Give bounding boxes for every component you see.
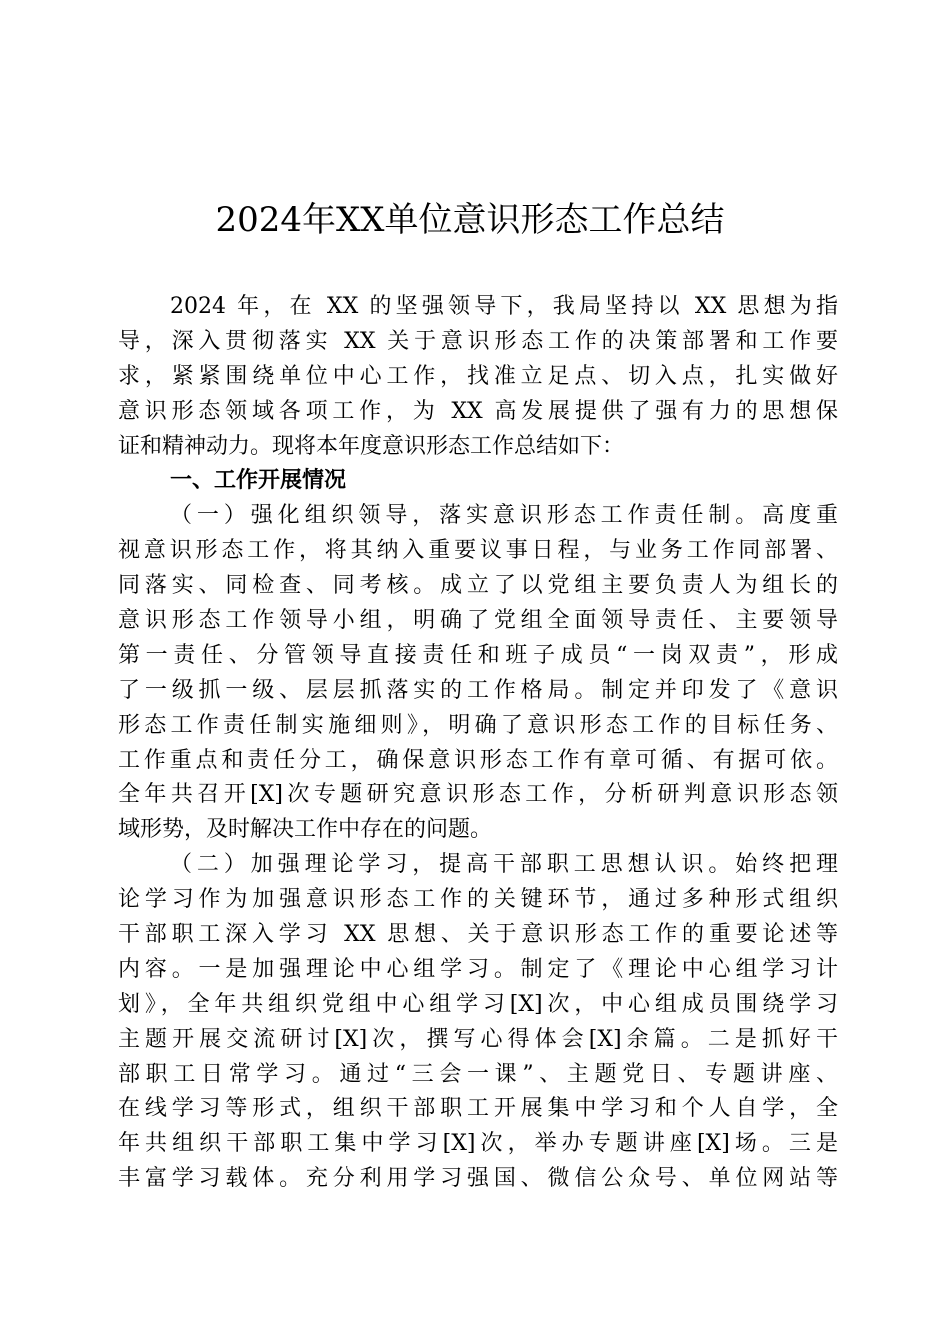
paragraph-line: 部职工日常学习。通过“三会一课”、主题党日、专题讲座、 (118, 1061, 838, 1087)
paragraph-line: 意识形态工作领导小组，明确了党组全面领导责任、主要领导 (118, 608, 838, 634)
paragraph-line: 域形势，及时解决工作中存在的问题。 (118, 817, 493, 843)
paragraph-line: 形态工作责任制实施细则》，明确了意识形态工作的目标任务、 (118, 712, 838, 738)
paragraph-line: 主题开展交流研讨[X]次，撰写心得体会[X]余篇。二是抓好干 (118, 1026, 838, 1052)
paragraph-line: 划》，全年共组织党组中心组学习[X]次，中心组成员围绕学习 (118, 991, 838, 1017)
section-heading: 一、工作开展情况 (170, 468, 347, 494)
intro-line: 证和精神动力。现将本年度意识形态工作总结如下： (118, 433, 625, 459)
paragraph-line: 内容。一是加强理论中心组学习。制定了《理论中心组学习计 (118, 956, 838, 982)
paragraph-line: 第一责任、分管领导直接责任和班子成员“一岗双责”，形成 (118, 642, 838, 668)
paragraph-line: （一）强化组织领导，落实意识形态工作责任制。高度重 (170, 503, 838, 529)
intro-line: 求，紧紧围绕单位中心工作，找准立足点、切入点，扎实做好 (118, 363, 838, 389)
paragraph-line: 在线学习等形式，组织干部职工开展集中学习和个人自学，全 (118, 1096, 838, 1122)
paragraph-line: 干部职工深入学习 XX 思想、关于意识形态工作的重要论述等 (118, 922, 838, 948)
intro-line: 导，深入贯彻落实 XX 关于意识形态工作的决策部署和工作要 (118, 328, 838, 354)
document-body (118, 290, 838, 1197)
paragraph-line: 论学习作为加强意识形态工作的关键环节，通过多种形式组织 (118, 887, 838, 913)
intro-line: 意识形态领域各项工作，为 XX 高发展提供了强有力的思想保 (118, 398, 838, 424)
intro-line: 2024 年，在 XX 的坚强领导下，我局坚持以 XX 思想为指 (170, 294, 838, 319)
paragraph-line: 全年共召开[X]次专题研究意识形态工作，分析研判意识形态领 (118, 782, 838, 808)
paragraph-line: 视意识形态工作，将其纳入重要议事日程，与业务工作同部署、 (118, 538, 838, 564)
paragraph-line: （二）加强理论学习，提高干部职工思想认识。始终把理 (170, 852, 838, 878)
paragraph-line: 工作重点和责任分工，确保意识形态工作有章可循、有据可依。 (118, 747, 838, 773)
paragraph-line: 同落实、同检查、同考核。成立了以党组主要负责人为组长的 (118, 573, 838, 599)
document-title: 2024年XX单位意识形态工作总结 (215, 200, 725, 240)
paragraph-line: 年共组织干部职工集中学习[X]次，举办专题讲座[X]场。三是 (118, 1131, 838, 1157)
paragraph-line: 了一级抓一级、层层抓落实的工作格局。制定并印发了《意识 (118, 677, 838, 703)
paragraph-line: 丰富学习载体。充分利用学习强国、微信公众号、单位网站等 (118, 1166, 838, 1192)
